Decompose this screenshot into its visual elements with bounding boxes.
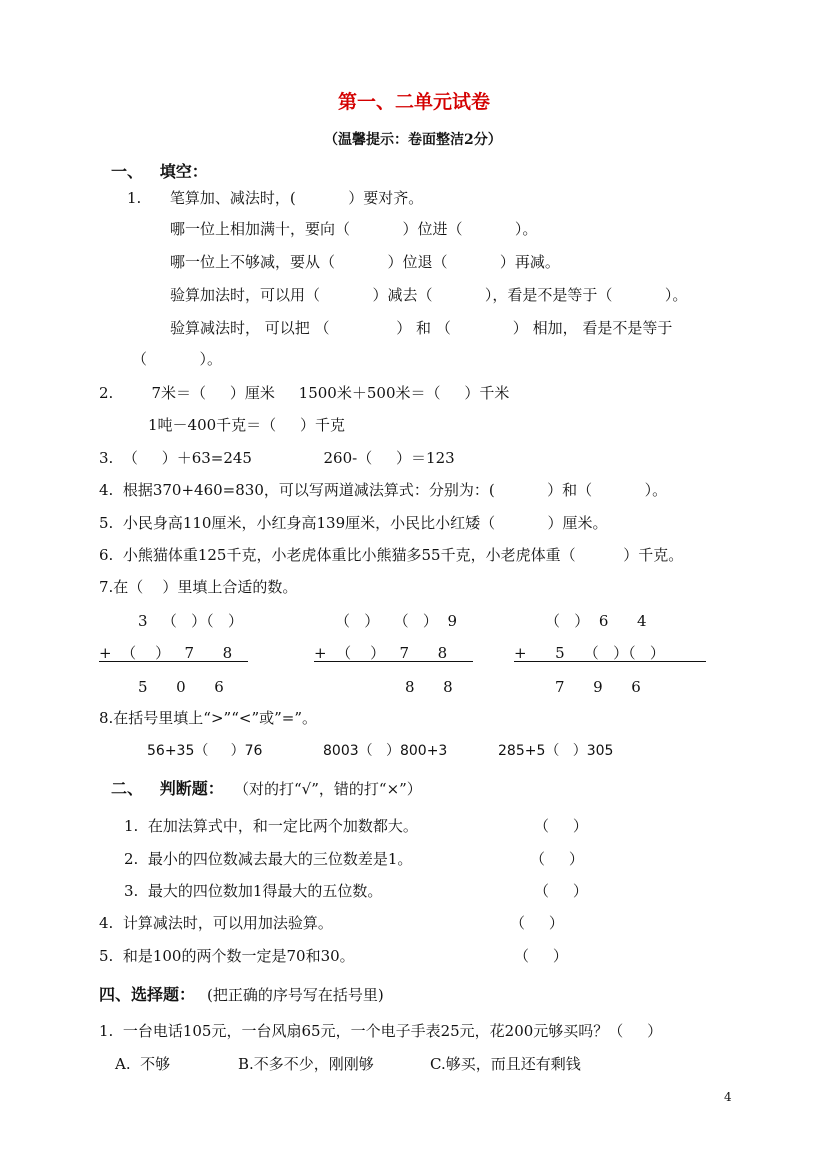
judge-q2-answer: （ ）	[530, 850, 584, 868]
section-1-heading: 一、 填空：	[111, 162, 208, 181]
fill-q1-line2: 哪一位上相加满十，要向（ ）位进（ ）。	[170, 220, 538, 238]
tip: （温馨提示：卷面整洁2分）	[324, 132, 502, 148]
fill-q6: 6. 小熊猫体重125千克，小老虎体重比小熊猫多55千克，小老虎体重（ ）千克。	[99, 546, 684, 564]
choice-q1: 1. 一台电话105元，一台风扇65元，一个电子手表25元，花200元够买吗？（ ）	[99, 1022, 663, 1040]
judge-q1: 1. 在加法算式中，和一定比两个加数都大。	[124, 817, 418, 835]
fill-q3: 3. （ ）＋63=245 260-（ ）＝123	[99, 449, 455, 467]
vertical-3-middle: + 5 （ ）（ ）	[514, 644, 665, 662]
judge-q5: 5. 和是100的两个数一定是70和30。	[99, 947, 355, 965]
section-2-heading: 二、 判断题：	[111, 779, 224, 798]
choice-q1-option-c: C.够买，而且还有剩钱	[430, 1055, 581, 1073]
vertical-1-line	[99, 661, 248, 662]
compare-b: 8003（ ）800+3	[323, 743, 448, 759]
compare-c: 285+5（ ）305	[498, 743, 614, 759]
judge-q4-answer: （ ）	[510, 914, 564, 932]
fill-q4: 4. 根据370+460=830，可以写两道减法算式：分别为：( ）和（ ）。	[99, 481, 668, 499]
page-title: 第一、二单元试卷	[338, 91, 491, 113]
vertical-2-line	[314, 661, 473, 662]
vertical-1-middle: + （ ） 7 8	[99, 644, 233, 662]
fill-q1-line3: 哪一位上不够减，要从（ ）位退（ ）再减。	[170, 253, 560, 271]
vertical-3-line	[514, 661, 706, 662]
judge-q4: 4. 计算减法时，可以用加法验算。	[99, 914, 333, 932]
fill-q1-line4: 验算加法时，可以用（ ）减去（ ），看是不是等于（ ）。	[170, 286, 688, 304]
section-4-note: (把正确的序号写在括号里)	[207, 986, 384, 1004]
vertical-3-result: 7 9 6	[555, 678, 641, 696]
fill-q7: 7.在（ ）里填上合适的数。	[99, 578, 298, 596]
vertical-2-middle: + （ ） 7 8	[314, 644, 448, 662]
fill-q8: 8.在括号里填上“>”“<”或”=”。	[99, 709, 318, 727]
page-number: 4	[724, 1090, 732, 1104]
vertical-1-result: 5 0 6	[138, 678, 224, 696]
fill-q2-line1: 2. 7米＝（ ）厘米 1500米＋500米＝（ ）千米	[99, 384, 510, 402]
judge-q1-answer: （ ）	[534, 817, 588, 835]
fill-q1-line5: 验算减法时， 可以把 （ ） 和 （ ） 相加， 看是不是等于	[170, 319, 673, 337]
fill-q1-line6: （ ）。	[132, 350, 222, 368]
judge-q3: 3. 最大的四位数加1得最大的五位数。	[124, 882, 383, 900]
judge-q3-answer: （ ）	[534, 882, 588, 900]
section-2-note: （对的打“√”，错的打“×”）	[234, 780, 422, 798]
vertical-2-top: （ ） （ ） 9	[335, 612, 457, 630]
judge-q5-answer: （ ）	[514, 947, 568, 965]
section-4-heading: 四、选择题：	[99, 985, 196, 1004]
fill-q1-line1: 1. 笔算加、减法时，( ）要对齐。	[127, 189, 424, 207]
fill-q2-line2: 1吨－400千克＝（ ）千克	[148, 416, 346, 434]
judge-q2: 2. 最小的四位数减去最大的三位数差是1。	[124, 850, 413, 868]
vertical-3-top: （ ） 6 4	[545, 612, 647, 630]
compare-a: 56+35（ ）76	[147, 743, 263, 759]
vertical-1-top: 3 （ ）（ ）	[138, 612, 243, 630]
choice-q1-option-b: B.不多不少，刚刚够	[238, 1055, 374, 1073]
choice-q1-option-a: A. 不够	[115, 1055, 171, 1073]
fill-q5: 5. 小民身高110厘米，小红身高139厘米，小民比小红矮（ ）厘米。	[99, 514, 608, 532]
vertical-2-result: 8 8	[405, 678, 453, 696]
